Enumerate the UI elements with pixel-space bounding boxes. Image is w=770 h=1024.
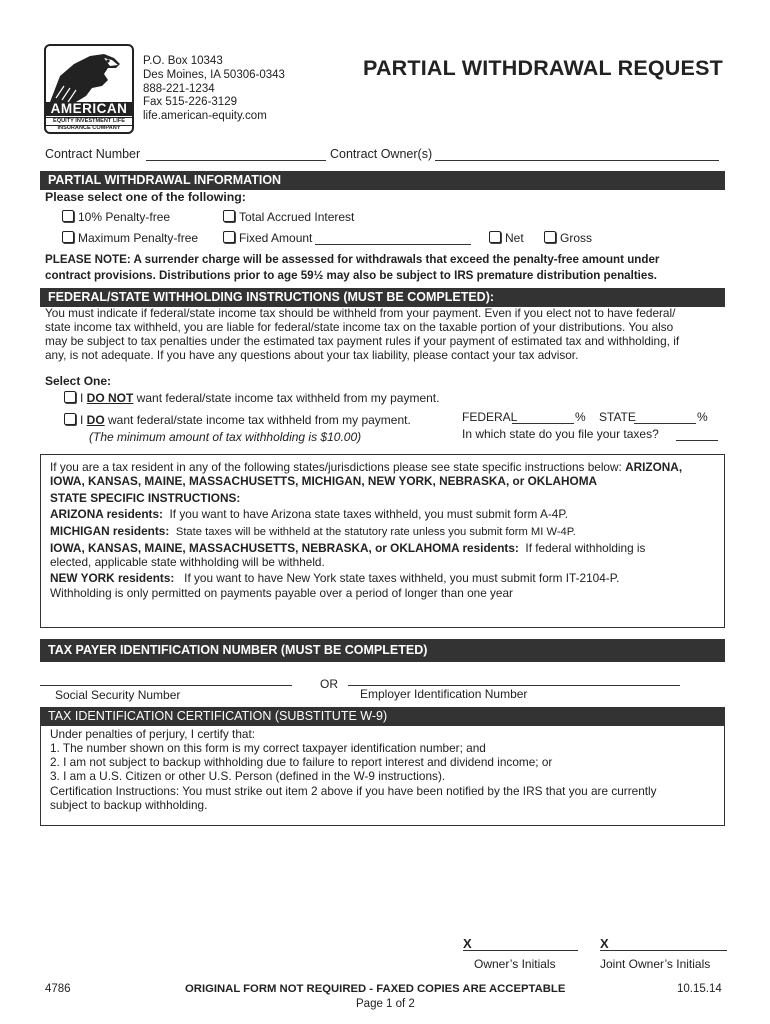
cert-line: Certification Instructions: You must strike out item 2 above if you have been notified by the IRS that you are currently <box>50 783 657 798</box>
option-emphasis: DO <box>86 413 105 427</box>
eagle-logo-icon <box>46 46 132 104</box>
option-fixed-amount[interactable] <box>223 231 312 245</box>
minimum-withholding-note: (The minimum amount of tax withholding is $10.00) <box>89 430 362 444</box>
certification-text <box>50 727 720 812</box>
state-specific-heading: STATE SPECIFIC INSTRUCTIONS: <box>50 491 241 506</box>
tax-state-field[interactable] <box>676 440 718 441</box>
checkbox-icon[interactable] <box>64 413 76 425</box>
checkbox-icon[interactable] <box>223 210 235 222</box>
cert-line: subject to backup withholding. <box>50 797 208 812</box>
logo-line1: AMERICAN <box>46 102 132 116</box>
note-line-1: PLEASE NOTE: A surrender charge will be assessed for withdrawals that exceed the penalty-free amount under <box>45 253 660 266</box>
company-logo <box>44 44 134 134</box>
paragraph-line: You must indicate if federal/state income tax should be withheld from your payment. Even if you elect not to have federal/ <box>45 306 676 320</box>
checkbox-icon[interactable] <box>544 231 556 243</box>
paragraph-line: any, is not adequate. If you have any questions about your tax liability, please contact your tax advisor. <box>45 348 579 363</box>
contract-number-label: Contract Number <box>45 147 141 161</box>
ein-field[interactable] <box>348 685 680 686</box>
state-label: STATE <box>599 410 636 424</box>
address-line: Des Moines, IA 50306-0343 <box>143 68 285 81</box>
option-label: Total Accrued Interest <box>239 210 355 224</box>
contract-owner-label: Contract Owner(s) <box>330 147 433 161</box>
checkbox-icon[interactable] <box>223 231 235 243</box>
option-prefix: I <box>80 413 87 427</box>
michigan-label: MICHIGAN residents: <box>50 523 170 538</box>
checkbox-icon[interactable] <box>64 391 76 403</box>
option-yes-withholding[interactable] <box>64 413 411 427</box>
paragraph-line: may be subject to tax penalties under the estimated tax payment rules if your payment of estimated tax and withholding, if <box>45 334 680 349</box>
michigan-line <box>50 524 720 539</box>
option-text: want federal/state income tax withheld from my payment. <box>104 413 411 427</box>
state-intro-bold: ARIZONA, <box>625 460 683 474</box>
partial-withdrawal-heading: PARTIAL WITHDRAWAL INFORMATION <box>40 171 725 190</box>
option-label: 10% Penalty-free <box>78 210 171 224</box>
checkbox-icon[interactable] <box>62 231 74 243</box>
option-max-penalty-free[interactable] <box>62 231 198 245</box>
state-percent-field[interactable] <box>634 423 696 424</box>
address-line: Fax 515-226-3129 <box>143 96 237 109</box>
new-york-label: NEW YORK residents: <box>50 571 175 586</box>
owner-x-mark: X <box>463 936 472 951</box>
form-number: 4786 <box>45 983 71 995</box>
joint-initials-field[interactable] <box>600 950 727 951</box>
cert-line: 3. I am a U.S. Citizen or other U.S. Person (defined in the W-9 instructions). <box>50 769 446 784</box>
owner-initials-field[interactable] <box>463 950 578 951</box>
note-line-2: contract provisions. Distributions prior to age 59½ may also be subject to IRS premature distribution penalties. <box>45 269 658 282</box>
contract-owner-field[interactable] <box>435 160 719 161</box>
michigan-text: State taxes will be withheld at the statutory rate unless you submit form MI W-4P. <box>175 525 576 538</box>
fax-notice: ORIGINAL FORM NOT REQUIRED - FAXED COPIES ARE ACCEPTABLE <box>185 983 566 995</box>
arizona-text: If you want to have Arizona state taxes withheld, you must submit form A-4P. <box>169 507 568 522</box>
address-line: P.O. Box 10343 <box>143 55 223 67</box>
arizona-line <box>50 507 720 521</box>
state-intro-text: If you are a tax resident in any of the following states/jurisdictions please see state specific instructions below: <box>50 460 622 474</box>
option-total-interest[interactable] <box>223 210 354 224</box>
option-prefix: I <box>80 391 87 405</box>
cert-line: Under penalties of perjury, I certify that: <box>50 727 256 741</box>
state-instructions <box>50 460 720 600</box>
form-title: PARTIAL WITHDRAWAL REQUEST <box>363 56 723 80</box>
logo-line3: INSURANCE COMPANY <box>57 125 121 131</box>
option-net[interactable] <box>489 231 524 245</box>
multi-state-label: IOWA, KANSAS, MAINE, MASSACHUSETTS, NEBRASKA, or OKLAHOMA residents: <box>50 541 519 556</box>
multi-state-line-2: elected, applicable state withholding will be withheld. <box>50 555 325 570</box>
option-label: Net <box>505 231 524 245</box>
owner-initials-label: Owner’s Initials <box>474 957 556 971</box>
federal-label: FEDERAL <box>462 410 518 424</box>
new-york-line-2: Withholding is only permitted on payments payable over a period of longer than one year <box>50 585 513 600</box>
cert-line: 2. I am not subject to backup withholding due to failure to report interest and dividend income; or <box>50 755 553 770</box>
logo-line2: EQUITY INVESTMENT LIFE <box>46 117 132 126</box>
page-number: Page 1 of 2 <box>356 998 415 1010</box>
option-gross[interactable] <box>544 231 592 245</box>
ssn-label: Social Security Number <box>55 688 181 702</box>
option-penalty-free[interactable] <box>62 210 170 224</box>
new-york-line <box>50 571 720 585</box>
tin-heading: TAX PAYER IDENTIFICATION NUMBER (MUST BE COMPLETED) <box>40 639 725 662</box>
joint-x-mark: X <box>600 936 609 951</box>
address-line: 888-221-1234 <box>143 82 215 95</box>
multi-state-text: If federal withholding is <box>525 541 646 556</box>
ein-label: Employer Identification Number <box>360 687 528 701</box>
select-one-label: Please select one of the following: <box>45 190 246 204</box>
select-one-heading: Select One: <box>45 374 112 388</box>
arizona-label: ARIZONA residents: <box>50 507 163 522</box>
fixed-amount-field[interactable] <box>315 244 471 245</box>
joint-initials-label: Joint Owner’s Initials <box>600 957 711 971</box>
tax-state-question: In which state do you file your taxes? <box>462 427 659 441</box>
paragraph-line: state income tax withheld, you are liable for federal/state income tax on the taxable portion of your distributions. You also <box>45 320 674 335</box>
company-address <box>143 55 285 124</box>
state-list: IOWA, KANSAS, MAINE, MASSACHUSETTS, MICHIGAN, NEW YORK, NEBRASKA, or OKLAHOMA <box>50 474 598 489</box>
option-label: Fixed Amount <box>239 231 313 245</box>
state-percent-sign: % <box>697 410 708 424</box>
option-label: Maximum Penalty-free <box>78 231 199 245</box>
certification-heading: TAX IDENTIFICATION CERTIFICATION (SUBSTITUTE W-9) <box>40 707 725 726</box>
checkbox-icon[interactable] <box>489 231 501 243</box>
ssn-field[interactable] <box>40 685 292 686</box>
contract-number-field[interactable] <box>146 160 326 161</box>
option-no-withholding[interactable] <box>64 391 439 405</box>
multi-state-line <box>50 541 720 555</box>
state-intro-line <box>50 460 720 474</box>
option-emphasis: DO NOT <box>86 391 134 405</box>
federal-percent-field[interactable] <box>512 423 574 424</box>
withholding-heading: FEDERAL/STATE WITHHOLDING INSTRUCTIONS (MUST BE COMPLETED): <box>40 288 725 307</box>
cert-line: 1. The number shown on this form is my correct taxpayer identification number; and <box>50 741 486 756</box>
withholding-paragraph <box>45 306 735 363</box>
form-date: 10.15.14 <box>677 983 722 995</box>
new-york-text: If you want to have New York state taxes withheld, you must submit form IT-2104-P. <box>184 571 620 586</box>
option-text: want federal/state income tax withheld from my payment. <box>133 391 440 405</box>
address-line: life.american-equity.com <box>143 110 267 123</box>
or-label: OR <box>320 677 338 691</box>
option-label: Gross <box>560 231 593 245</box>
checkbox-icon[interactable] <box>62 210 74 222</box>
federal-percent-sign: % <box>575 410 586 424</box>
